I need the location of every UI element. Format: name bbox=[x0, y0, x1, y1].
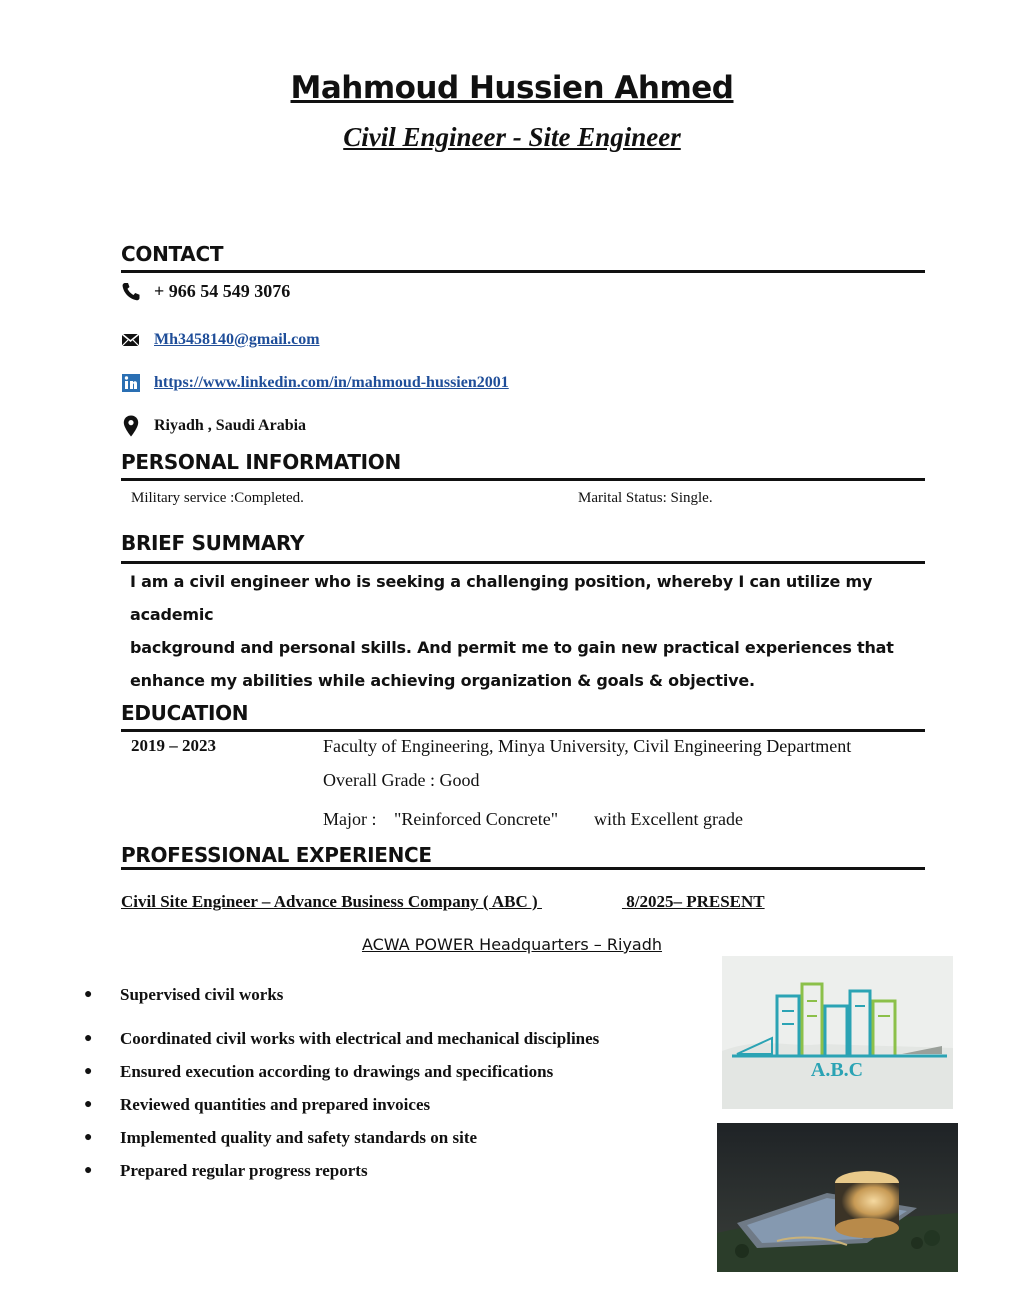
company-logo-image bbox=[722, 956, 953, 1109]
contact-location: Riyadh , Saudi Arabia bbox=[154, 417, 307, 434]
list-item: ● Prepared regular progress reports bbox=[84, 1160, 368, 1180]
bullet-icon: ● bbox=[84, 1063, 93, 1079]
list-item: ● Implemented quality and safety standards on site bbox=[84, 1127, 478, 1147]
education-grade: Overall Grade : Good bbox=[323, 770, 480, 790]
project-name: ACWA POWER Headquarters – Riyadh bbox=[361, 935, 663, 954]
job-heading bbox=[121, 892, 807, 912]
contact-phone: + 966 54 549 3076 bbox=[154, 281, 291, 301]
envelope-icon bbox=[121, 330, 141, 350]
list-item: ● Reviewed quantities and prepared invoices bbox=[84, 1094, 431, 1114]
list-item: ● Ensured execution according to drawings and specifications bbox=[84, 1061, 554, 1081]
marital-status: Marital Status: Single. bbox=[578, 490, 713, 506]
list-item: ● Coordinated civil works with electrical and mechanical disciplines bbox=[84, 1028, 600, 1048]
military-status: Military service :Completed. bbox=[131, 490, 304, 506]
section-divider bbox=[121, 270, 925, 273]
project-building-image bbox=[717, 1123, 958, 1272]
contact-linkedin-link[interactable]: https://www.linkedin.com/in/mahmoud-hussien2001 bbox=[154, 374, 509, 391]
resume-name: Mahmoud Hussien Ahmed bbox=[290, 70, 734, 106]
list-item: ● Supervised civil works bbox=[84, 984, 284, 1004]
education-institution: Faculty of Engineering, Minya University, Civil Engineering Department bbox=[323, 736, 852, 756]
contact-email-link[interactable]: Mh3458140@gmail.com bbox=[154, 331, 320, 348]
contact-location-row bbox=[121, 416, 306, 436]
section-divider bbox=[121, 478, 925, 481]
bullet-icon: ● bbox=[84, 1030, 93, 1046]
location-pin-icon bbox=[121, 416, 141, 436]
contact-email-row bbox=[121, 330, 320, 350]
section-title-experience: PROFESSIONAL EXPERIENCE bbox=[121, 843, 432, 867]
section-divider bbox=[121, 561, 925, 564]
summary-text bbox=[130, 565, 910, 697]
education-major-label: Major : bbox=[323, 809, 377, 829]
resume-role: Civil Engineer - Site Engineer bbox=[343, 122, 681, 152]
section-title-education: EDUCATION bbox=[121, 701, 249, 725]
section-divider bbox=[121, 867, 925, 870]
section-title-personal: PERSONAL INFORMATION bbox=[121, 450, 401, 474]
phone-icon bbox=[121, 282, 141, 302]
contact-phone-row bbox=[121, 281, 290, 302]
linkedin-icon bbox=[121, 373, 141, 393]
bullet-icon: ● bbox=[84, 1096, 93, 1112]
job-title: Civil Site Engineer – Advance Business Company ( ABC ) bbox=[121, 892, 538, 911]
duties-list bbox=[84, 978, 684, 1187]
bullet-icon: ● bbox=[84, 986, 93, 1002]
logo-text: A.B.C bbox=[810, 1059, 864, 1081]
education-major-grade: with Excellent grade bbox=[594, 809, 743, 829]
section-divider bbox=[121, 729, 925, 732]
job-dates: 8/2025– PRESENT bbox=[626, 892, 765, 911]
contact-linkedin-row bbox=[121, 373, 509, 393]
education-years: 2019 – 2023 bbox=[131, 736, 216, 755]
section-title-summary: BRIEF SUMMARY bbox=[121, 531, 305, 555]
bullet-icon: ● bbox=[84, 1129, 93, 1145]
education-major-value: "Reinforced Concrete" bbox=[394, 809, 559, 829]
summary-line: I am a civil engineer who is seeking a challenging position, whereby I can utilize my academic bbox=[130, 572, 873, 624]
section-title-contact: CONTACT bbox=[121, 242, 224, 266]
summary-line: background and personal skills. And permit me to gain new practical experiences that bbox=[130, 638, 894, 657]
bullet-icon: ● bbox=[84, 1162, 93, 1178]
summary-line: enhance my abilities while achieving organization & goals & objective. bbox=[130, 671, 755, 690]
